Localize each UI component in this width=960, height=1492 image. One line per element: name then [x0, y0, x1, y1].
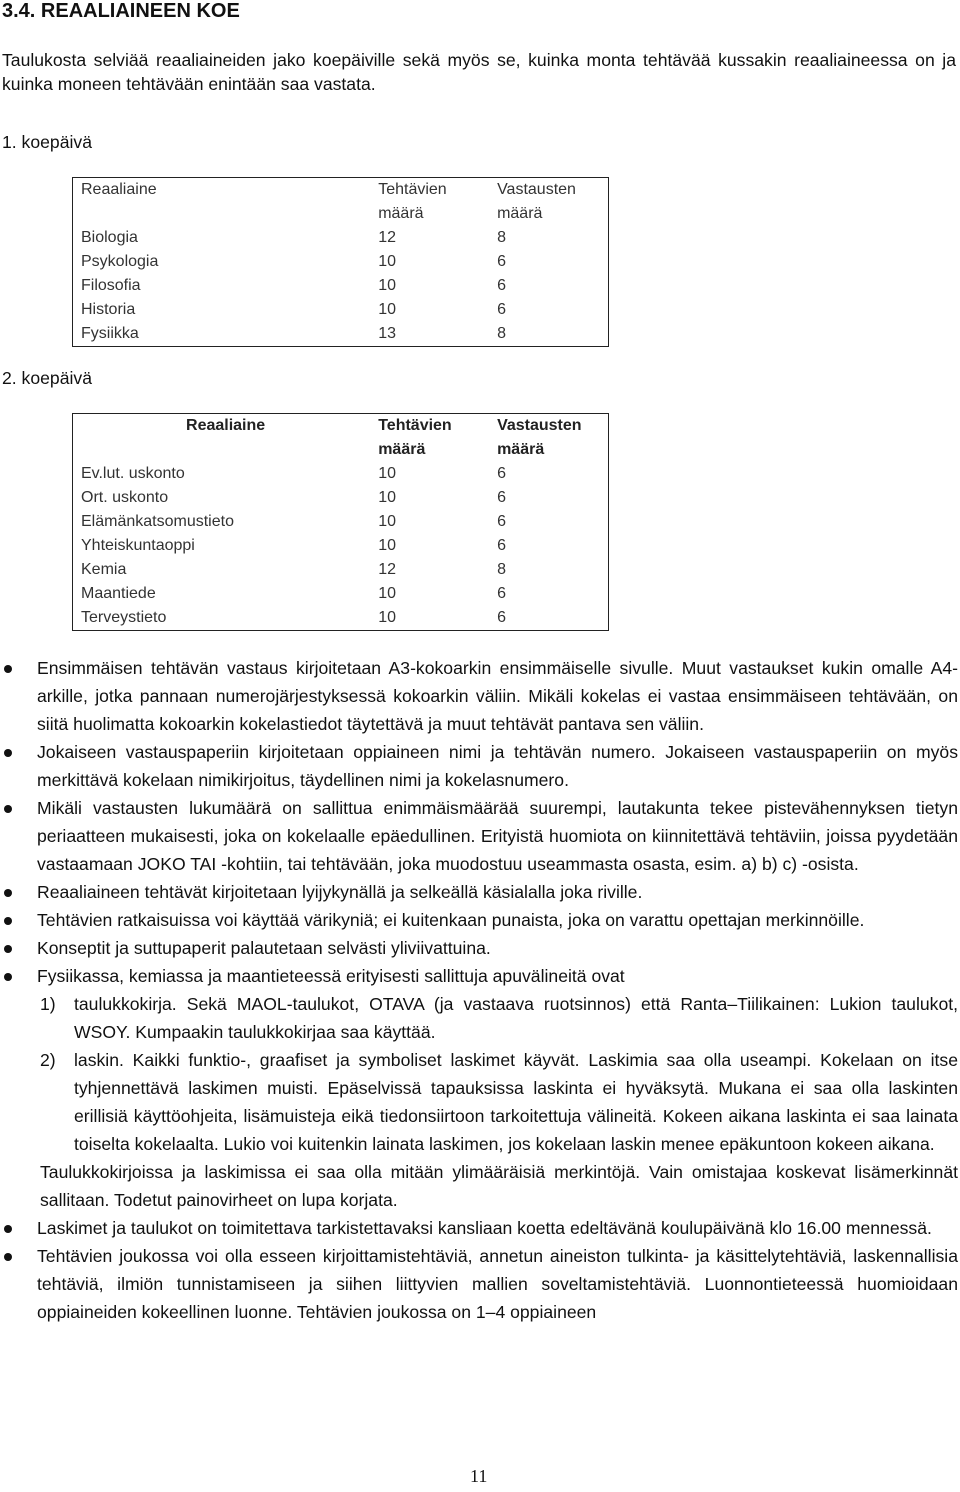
- numbered-item: [0, 1046, 960, 1158]
- table-row: [73, 534, 609, 558]
- table-header-row: [73, 178, 609, 227]
- cell-task-count: 12: [378, 561, 396, 578]
- numbered-marker: 2): [40, 1050, 56, 1070]
- table-row: [73, 606, 609, 631]
- cell-answer-count: 6: [497, 253, 506, 270]
- table-row: [73, 462, 609, 486]
- bullet-dot-icon: [4, 805, 12, 813]
- numbered-marker: 1): [40, 994, 56, 1014]
- table-row: [73, 582, 609, 606]
- cell-answer-count: 6: [497, 537, 506, 554]
- list-item: [0, 654, 960, 738]
- bullet-dot-icon: [4, 665, 12, 673]
- cell-task-count: 10: [378, 253, 396, 270]
- cell-answer-count: 6: [497, 277, 506, 294]
- header-subject: Reaaliaine: [186, 417, 266, 434]
- cell-task-count: 10: [378, 301, 396, 318]
- cell-answer-count: 6: [497, 513, 506, 530]
- cell-subject: Psykologia: [81, 253, 159, 270]
- cell-subject: Filosofia: [81, 277, 141, 294]
- bullet-dot-icon: [4, 889, 12, 897]
- header-task-count: Tehtävien määrä: [378, 181, 447, 222]
- cell-answer-count: 8: [497, 561, 506, 578]
- bullet-dot-icon: [4, 945, 12, 953]
- day1-label: 1. koepäivä: [2, 132, 92, 152]
- header-answer-count: Vastausten määrä: [497, 417, 582, 458]
- cell-subject: Fysiikka: [81, 325, 139, 342]
- header-answer-count: Vastausten määrä: [497, 181, 576, 222]
- day2-label: 2. koepäivä: [2, 368, 92, 388]
- cell-answer-count: 8: [497, 325, 506, 342]
- bullet-dot-icon: [4, 1225, 12, 1233]
- section-heading: 3.4. REAALIAINEEN KOE: [2, 0, 240, 22]
- cell-subject: Historia: [81, 301, 136, 318]
- table-row: [73, 322, 609, 347]
- list-item-text: Konseptit ja suttupaperit palautetaan selvästi yliviivattuina.: [37, 938, 491, 958]
- table-header-row: [73, 414, 609, 463]
- list-item-text: Ensimmäisen tehtävän vastaus kirjoitetaan A3-kokoarkin ensimmäiselle sivulle. Muut vastaukset kukin omalle A4-arkille, jotka pannaan numerojärjestyksessä kokoarkin väliin. Mikäli kokelas ei vastaa ensimmäiseen tehtävään, on siitä huolimatta kokoarkin kokelastiedot täytettävä ja muut tehtävät pantava sen väliin.: [37, 658, 958, 734]
- list-item: [0, 906, 960, 934]
- numbered-item-text: laskin. Kaikki funktio-, graafiset ja symboliset laskimet käyvät. Laskimia saa olla useampi. Kokelaan on itse tyhjennettävä laskimen muisti. Epäselvissä tapauksissa laskinta ei hyväksytä. Mukana ei saa olla laskinten erillisiä käyttöohjeita, lisämuisteja eikä tiedonsiirtoon tarkoitettuja välineitä. Kokeen aikana laskinta ei saa lainata toiselta kokelaalta. Lukio voi kuitenkin lainata laskimen, jos kokelaan laskin menee epäkuntoon kokeen aikana.: [74, 1050, 958, 1154]
- instructions-list: [0, 654, 960, 1326]
- cell-task-count: 10: [378, 277, 396, 294]
- cell-answer-count: 6: [497, 585, 506, 602]
- day2-table: [72, 413, 609, 631]
- header-subject: Reaaliaine: [81, 181, 157, 198]
- table-row: [73, 226, 609, 250]
- cell-answer-count: 6: [497, 609, 506, 626]
- cell-task-count: 12: [378, 229, 396, 246]
- bullet-dot-icon: [4, 973, 12, 981]
- cell-subject: Ort. uskonto: [81, 489, 169, 506]
- list-item: [0, 878, 960, 906]
- bullet-dot-icon: [4, 917, 12, 925]
- list-item: [0, 794, 960, 878]
- bullet-dot-icon: [4, 1253, 12, 1261]
- cell-answer-count: 6: [497, 465, 506, 482]
- numbered-item: [0, 990, 960, 1046]
- cell-subject: Biologia: [81, 229, 138, 246]
- cell-subject: Maantiede: [81, 585, 156, 602]
- list-item-text: Tehtävien joukossa voi olla esseen kirjoittamistehtäviä, annetun aineiston tulkinta- ja käsittelytehtäviä, laskennallisia tehtäviä, ilmiön tunnistamiseen ja siihen liittyvien mallien soveltamistehtäviä. Luonnontieteessä huomioidaan oppiaineiden kokeellinen luonne. Tehtävien joukossa on 1–4 oppiaineen: [37, 1246, 958, 1322]
- list-item: [0, 1214, 960, 1242]
- cell-subject: Yhteiskuntaoppi: [81, 537, 195, 554]
- list-item-text: Laskimet ja taulukot on toimitettava tarkistettavaksi kansliaan koetta edeltävänä koulupäivänä klo 16.00 mennessä.: [37, 1218, 932, 1238]
- table-row: [73, 510, 609, 534]
- table-row: [73, 250, 609, 274]
- table-row: [73, 486, 609, 510]
- table-row: [73, 298, 609, 322]
- cell-answer-count: 6: [497, 301, 506, 318]
- list-item-text: Mikäli vastausten lukumäärä on sallittua enimmäismäärää suurempi, lautakunta tekee pistevähennyksen tietyn periaatteen mukaisesti, joka on kokelaalle epäedullinen. Erityistä huomiota on kiinnitettävä tehtäviin, joissa pyydetään vastaamaan JOKO TAI -kohtiin, tai tehtävään, joka muodostuu useammasta osasta, esim. a) b) c) -osista.: [37, 798, 958, 874]
- table-row: [73, 558, 609, 582]
- bullet-dot-icon: [4, 749, 12, 757]
- list-item: [0, 962, 960, 990]
- list-item: [0, 738, 960, 794]
- cell-subject: Ev.lut. uskonto: [81, 465, 185, 482]
- day1-table: [72, 177, 609, 347]
- list-item-text: Jokaiseen vastauspaperiin kirjoitetaan oppiaineen nimi ja tehtävän numero. Jokaiseen vastauspaperiin on myös merkittävä kokelaan nimikirjoitus, täydellinen nimi ja kokelasnumero.: [37, 742, 958, 790]
- intro-paragraph: Taulukosta selviää reaaliaineiden jako koepäiville sekä myös se, kuinka monta tehtävää kussakin reaaliaineessa on ja kuinka moneen tehtävään enintään saa vastata.: [2, 50, 956, 94]
- cell-task-count: 10: [378, 537, 396, 554]
- list-item: [0, 1242, 960, 1326]
- table-row: [73, 274, 609, 298]
- page-number: 11: [470, 1466, 488, 1486]
- list-item-text: Reaaliaineen tehtävät kirjoitetaan lyijykynällä ja selkeällä käsialalla joka riville.: [37, 882, 643, 902]
- cell-task-count: 10: [378, 489, 396, 506]
- header-task-count: Tehtävien määrä: [378, 417, 452, 458]
- cell-subject: Kemia: [81, 561, 127, 578]
- cell-subject: Terveystieto: [81, 609, 167, 626]
- list-item-text: Fysiikassa, kemiassa ja maantieteessä erityisesti sallittuja apuvälineitä ovat: [37, 966, 625, 986]
- cell-answer-count: 6: [497, 489, 506, 506]
- numbered-item-text: taulukkokirja. Sekä MAOL-taulukot, OTAVA (ja vastaava ruotsinnos) että Ranta–Tiilikainen: Lukion taulukot, WSOY. Kumpaakin taulukkokirjaa saa käyttää.: [74, 994, 958, 1042]
- cell-task-count: 10: [378, 513, 396, 530]
- cell-task-count: 13: [378, 325, 396, 342]
- cell-task-count: 10: [378, 465, 396, 482]
- cell-task-count: 10: [378, 609, 396, 626]
- cell-answer-count: 8: [497, 229, 506, 246]
- cell-task-count: 10: [378, 585, 396, 602]
- note-paragraph: Taulukkokirjoissa ja laskimissa ei saa olla mitään ylimääräisiä merkintöjä. Vain omistajaa koskevat lisämerkinnät sallitaan. Todetut painovirheet on lupa korjata.: [40, 1162, 958, 1210]
- list-item: [0, 934, 960, 962]
- cell-subject: Elämänkatsomustieto: [81, 513, 234, 530]
- list-item-text: Tehtävien ratkaisuissa voi käyttää värikyniä; ei kuitenkaan punaista, joka on varattu opettajan merkinnöille.: [37, 910, 865, 930]
